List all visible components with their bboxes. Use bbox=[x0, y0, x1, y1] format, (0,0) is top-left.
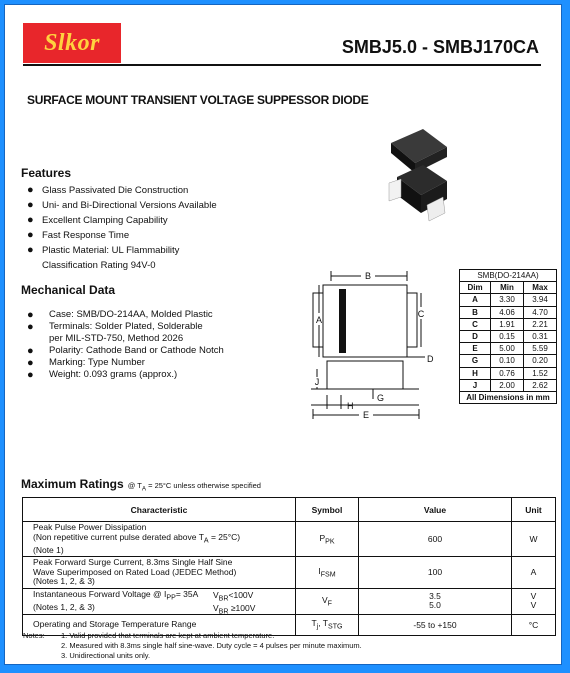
note-item: 2. Measured with 8.3ms single half sine-wave. Duty cycle = 4 pulses per minute maximum. bbox=[61, 641, 362, 650]
datasheet-page bbox=[4, 4, 562, 665]
dimensions-footer: All Dimensions in mm bbox=[460, 391, 557, 403]
dim-label-j: J bbox=[314, 377, 320, 387]
bullet-icon: ● bbox=[27, 229, 34, 241]
dim-label-c: C bbox=[417, 309, 425, 319]
bullet-icon: ● bbox=[27, 199, 34, 211]
document-subtitle: SURFACE MOUNT TRANSIENT VOLTAGE SUPPESSOR DIODE bbox=[27, 93, 369, 107]
dim-label-h: H bbox=[347, 401, 354, 411]
list-item: ● Glass Passivated Die Construction bbox=[27, 184, 189, 196]
note-item: 1. Valid provided that terminals are kept at ambient temperature. bbox=[61, 631, 275, 640]
table-row: H 0.76 1.52 bbox=[460, 367, 557, 379]
list-item: ● Case: SMB/DO-214AA, Molded Plastic bbox=[27, 309, 213, 321]
header-rule bbox=[23, 64, 541, 66]
table-row: C 1.91 2.21 bbox=[460, 318, 557, 330]
note-item: 3. Unidirectional units only. bbox=[61, 651, 151, 660]
dim-label-d: D bbox=[427, 354, 434, 364]
ratings-header-unit: Unit bbox=[512, 498, 556, 522]
dimensions-table bbox=[459, 269, 557, 404]
list-item: ● Fast Response Time bbox=[27, 229, 130, 241]
list-item: Classification Rating 94V-0 bbox=[42, 260, 156, 271]
bullet-icon: ● bbox=[27, 369, 34, 381]
table-row: J 2.00 2.62 bbox=[460, 379, 557, 391]
table-row: D 0.15 0.31 bbox=[460, 330, 557, 342]
table-row: B 4.06 4.70 bbox=[460, 306, 557, 318]
bullet-icon: ● bbox=[27, 309, 34, 321]
dim-label-e: E bbox=[362, 410, 370, 420]
table-row: Operating and Storage Temperature Range $T_j$, $T_{STG}$ -55 to +150 °C bbox=[23, 614, 556, 635]
table-row: G 0.10 0.20 bbox=[460, 355, 557, 367]
dim-label-b: B bbox=[364, 271, 372, 281]
dimensions-caption: SMB(DO-214AA) bbox=[460, 270, 557, 282]
maximum-ratings-heading: Maximum Ratings @ $T_A = 25^\circ C$ unless otherwise specified bbox=[21, 477, 261, 493]
table-row: A 3.30 3.94 bbox=[460, 294, 557, 306]
list-item: ● Weight: 0.093 grams (approx.) bbox=[27, 369, 178, 381]
dim-label-a: A bbox=[315, 315, 323, 325]
list-item: ● Terminals: Solder Plated, Solderable per MIL-STD-750, Method 2026 bbox=[27, 321, 203, 344]
mechanical-list bbox=[23, 309, 224, 381]
brand-logo: Slkor bbox=[23, 23, 121, 63]
ratings-condition: @ $T_A = 25^\circ C$ unless otherwise specified bbox=[127, 481, 261, 493]
maximum-ratings-table bbox=[22, 497, 556, 636]
bullet-icon: ● bbox=[27, 345, 34, 357]
list-item: ● Marking: Type Number bbox=[27, 357, 145, 369]
list-item: ● Polarity: Cathode Band or Cathode Notch bbox=[27, 345, 224, 357]
ratings-header-characteristic: Characteristic bbox=[23, 498, 296, 522]
list-item: ● Excellent Clamping Capability bbox=[27, 214, 168, 226]
dim-label-g: G bbox=[377, 393, 385, 403]
table-row: E 5.00 5.59 bbox=[460, 343, 557, 355]
dimensions-header: Max bbox=[524, 282, 557, 294]
bullet-icon: ● bbox=[27, 214, 34, 226]
table-row: Peak Forward Surge Current, 8.3ms Single Half Sine Wave Superimposed on Rated Load (JEDEC Method) (Notes 1, 2, & 3) $I_{FSM}$ 100 A bbox=[23, 557, 556, 589]
features-heading: Features bbox=[21, 166, 72, 180]
notes-section bbox=[23, 631, 362, 661]
bullet-icon: ● bbox=[27, 357, 34, 369]
ratings-header-symbol: Symbol bbox=[296, 498, 359, 522]
list-item: ● Plastic Material: UL Flammability bbox=[27, 244, 180, 256]
diode-package-image bbox=[383, 125, 453, 235]
dimensions-header: Min bbox=[491, 282, 524, 294]
table-row: Instantaneous Forward Voltage @ $I_{PP}= 35A$ (Notes 1, 2, & 3) $V_{BR}<100V$ $V_{BR} \ge 100V$ $V_F$ 3.5 5.0 V V bbox=[23, 588, 556, 614]
table-row: Peak Pulse Power Dissipation (Non repetitive current pulse derated above $T_A = 25^\circ C$) (Note 1) $P_{PK}$ 600 W bbox=[23, 522, 556, 557]
ratings-header-value: Value bbox=[359, 498, 512, 522]
dimensions-header: Dim bbox=[460, 282, 491, 294]
mechanical-data-heading: Mechanical Data bbox=[21, 283, 116, 297]
features-list bbox=[25, 183, 217, 273]
bullet-icon: ● bbox=[27, 244, 34, 256]
list-item: ● Uni- and Bi-Directional Versions Available bbox=[27, 199, 217, 211]
notes-label: Notes: bbox=[23, 631, 45, 640]
package-outline-diagram bbox=[303, 269, 434, 420]
bullet-icon: ● bbox=[27, 321, 34, 333]
bullet-icon: ● bbox=[27, 184, 34, 196]
part-number-title: SMBJ5.0 - SMBJ170CA bbox=[341, 37, 539, 57]
